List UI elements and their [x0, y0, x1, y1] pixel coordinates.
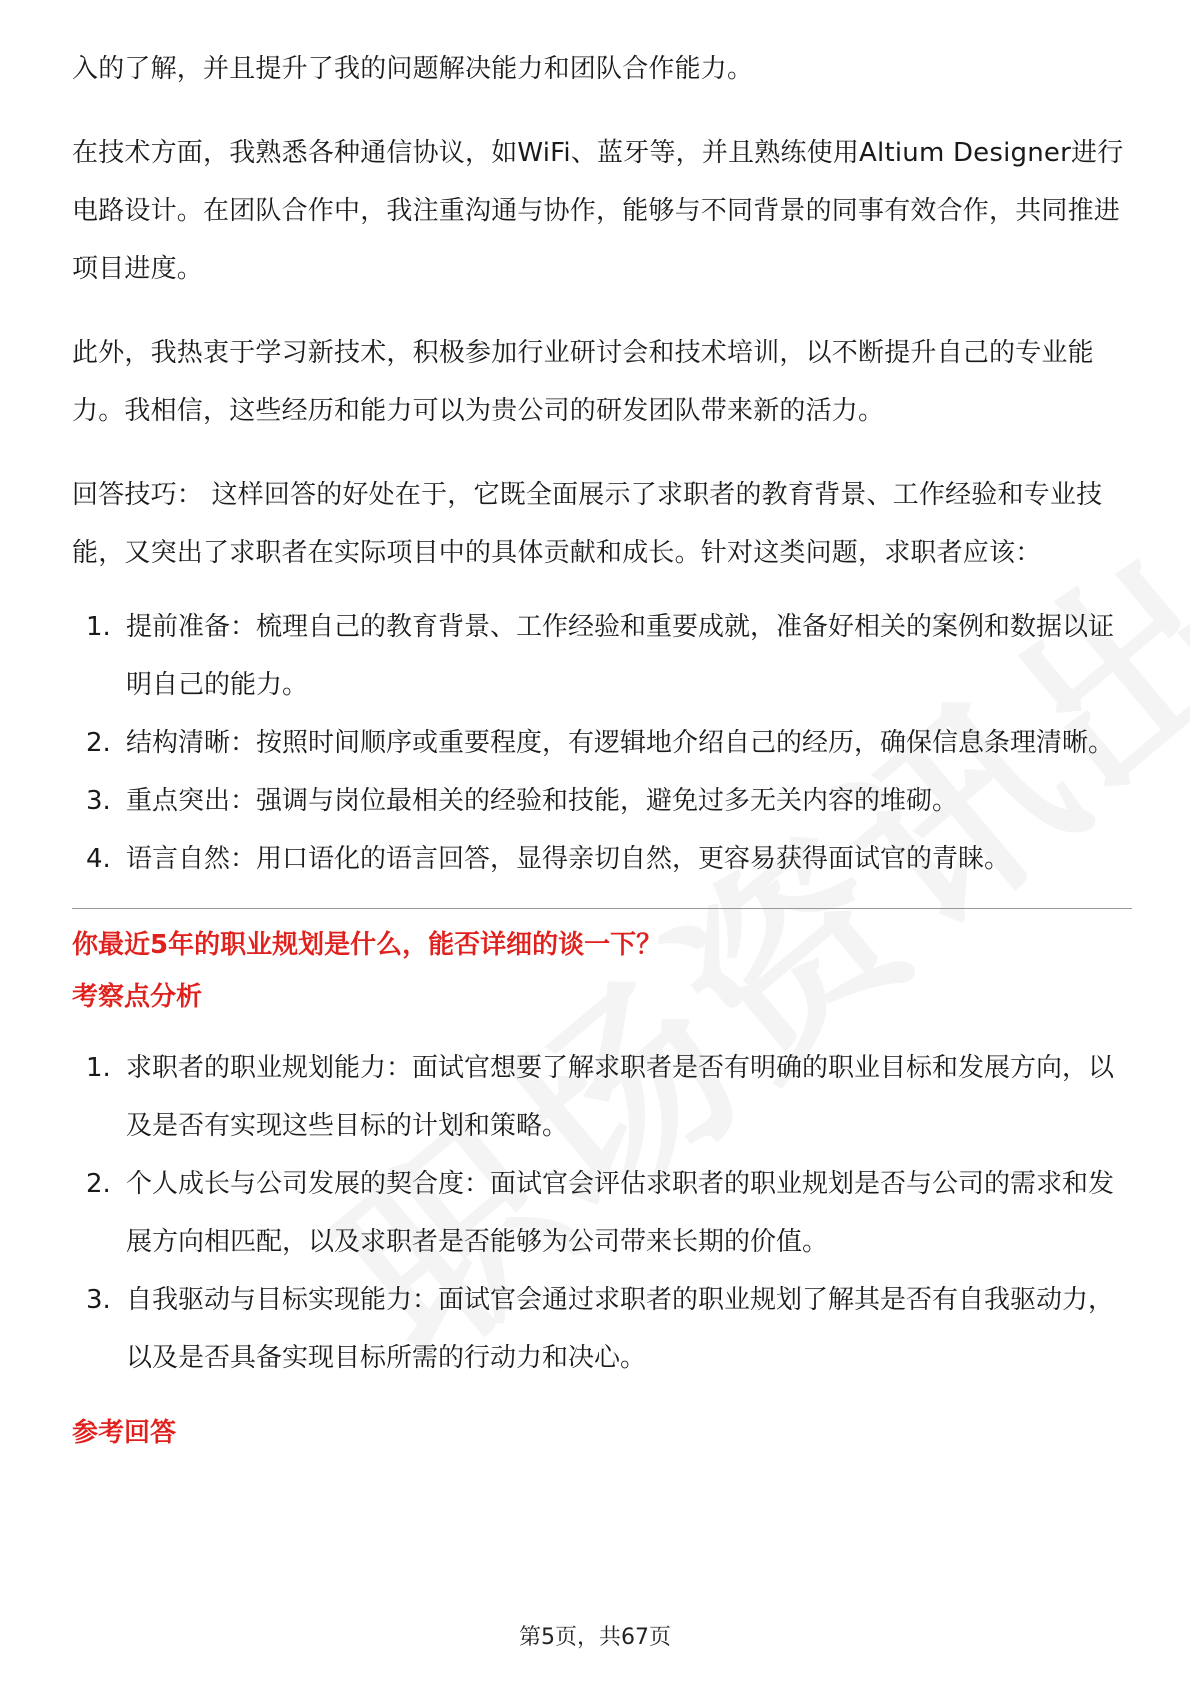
list-number: 2.	[86, 728, 111, 758]
question-title: 你最近5年的职业规划是什么，能否详细的谈一下？	[72, 930, 663, 960]
list-text: 求职者的职业规划能力：面试官想要了解求职者是否有明确的职业目标和发展方向，以及是否有实现这些目标的计划和策略。	[126, 1053, 1115, 1141]
list-text: 语言自然：用口语化的语言回答，显得亲切自然，更容易获得面试官的青睐。	[126, 844, 1011, 874]
page-footer: 第5页，共67页	[519, 1625, 671, 1650]
list-number: 3.	[86, 786, 111, 816]
section-divider	[72, 908, 1132, 909]
list-text: 提前准备：梳理自己的教育背景、工作经验和重要成就，准备好相关的案例和数据以证明自己的能力。	[126, 612, 1115, 700]
list-item	[72, 714, 1132, 772]
list-item	[72, 772, 1132, 830]
list-item	[72, 1039, 1132, 1155]
paragraph-answer-tips: 回答技巧： 这样回答的好处在于，它既全面展示了求职者的教育背景、工作经验和专业技能，又突出了求职者在实际项目中的具体贡献和成长。针对这类问题，求职者应该：	[72, 480, 1103, 568]
page-content	[72, 40, 1132, 1459]
tips-list	[72, 598, 1132, 888]
paragraph-learning: 此外，我热衷于学习新技术，积极参加行业研讨会和技术培训，以不断提升自己的专业能力。我相信，这些经历和能力可以为贵公司的研发团队带来新的活力。	[72, 338, 1094, 426]
list-text: 自我驱动与目标实现能力：面试官会通过求职者的职业规划了解其是否有自我驱动力，以及是否具备实现目标所需的行动力和决心。	[126, 1285, 1115, 1373]
list-item	[72, 830, 1132, 888]
reference-answer-heading: 参考回答	[72, 1418, 177, 1448]
list-number: 1.	[86, 1053, 111, 1083]
list-number: 4.	[86, 844, 111, 874]
list-number: 1.	[86, 612, 111, 642]
list-item	[72, 598, 1132, 714]
analysis-list	[72, 1039, 1132, 1387]
list-text: 重点突出：强调与岗位最相关的经验和技能，避免过多无关内容的堆砌。	[126, 786, 959, 816]
paragraph-continuation: 入的了解，并且提升了我的问题解决能力和团队合作能力。	[72, 54, 754, 84]
list-item	[72, 1271, 1132, 1387]
list-item	[72, 1155, 1132, 1271]
list-text: 结构清晰：按照时间顺序或重要程度，有逻辑地介绍自己的经历，确保信息条理清晰。	[126, 728, 1115, 758]
paragraph-technical-skills: 在技术方面，我熟悉各种通信协议，如WiFi、蓝牙等，并且熟练使用Altium Designer进行电路设计。在团队合作中，我注重沟通与协作，能够与不同背景的同事有效合作，共同推进项目进度。	[72, 138, 1124, 284]
list-number: 3.	[86, 1285, 111, 1315]
analysis-heading: 考察点分析	[72, 982, 203, 1012]
list-number: 2.	[86, 1169, 111, 1199]
list-text: 个人成长与公司发展的契合度：面试官会评估求职者的职业规划是否与公司的需求和发展方向相匹配，以及求职者是否能够为公司带来长期的价值。	[126, 1169, 1115, 1257]
